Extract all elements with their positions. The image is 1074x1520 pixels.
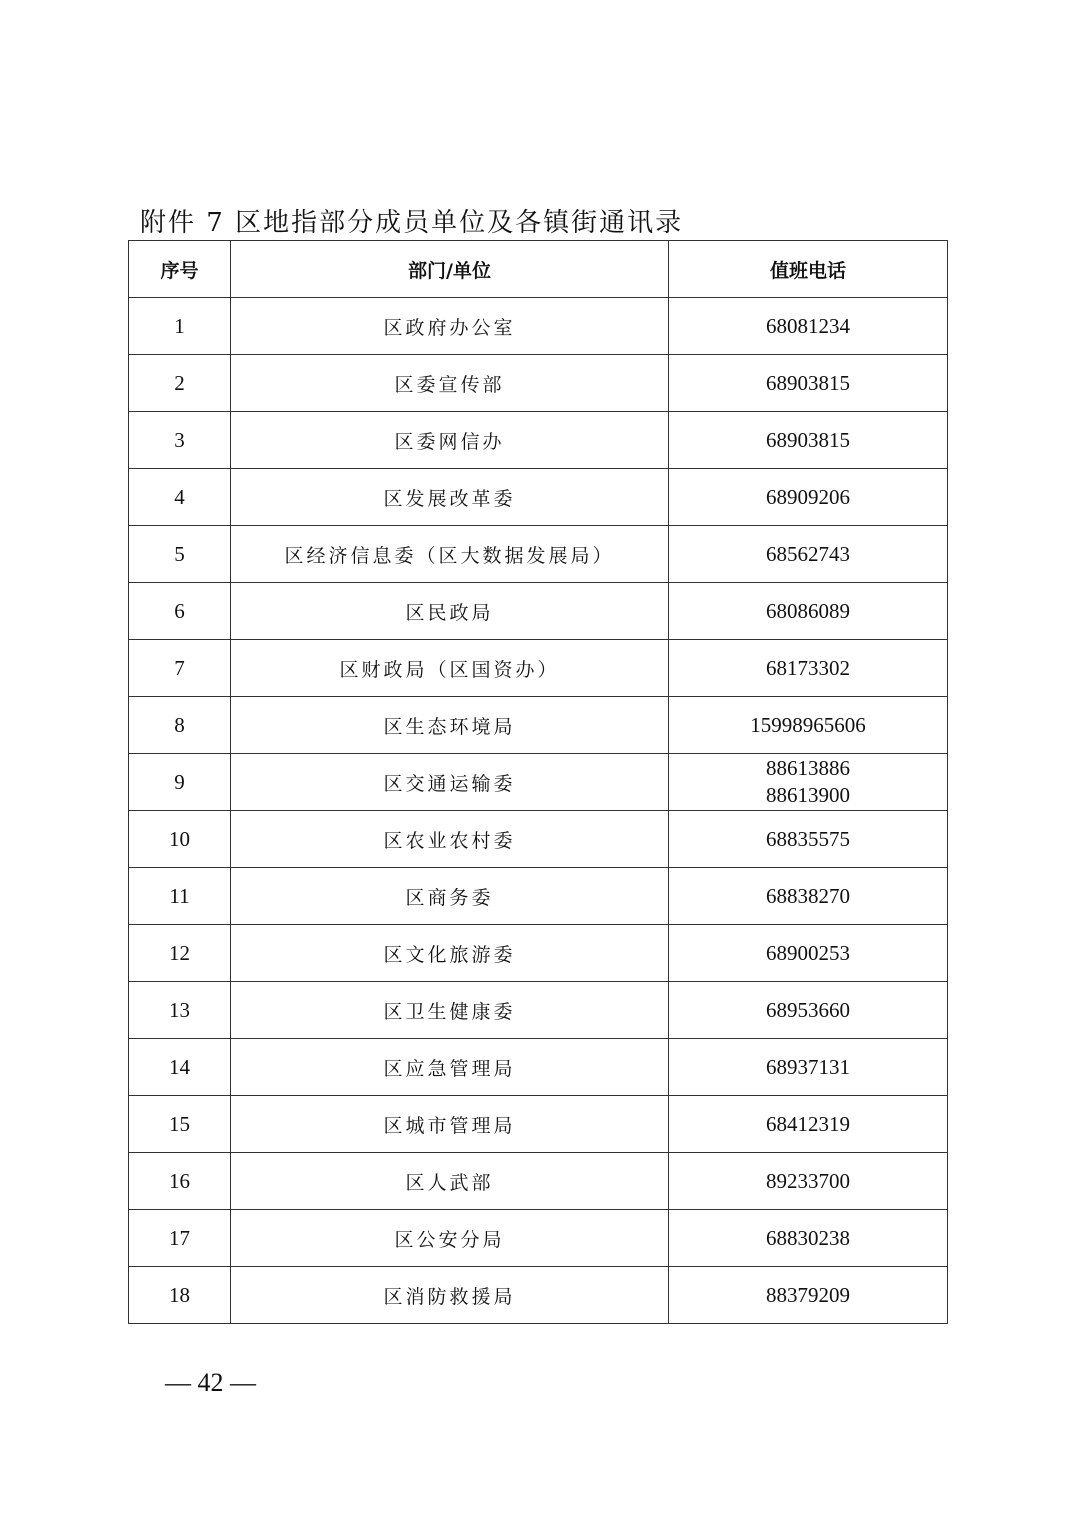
table-row <box>129 925 948 982</box>
row-department: 区经济信息委（区大数据发展局） <box>231 526 669 583</box>
table-row <box>129 469 948 526</box>
row-phone <box>669 697 948 754</box>
row-phone <box>669 1096 948 1153</box>
phone-number: 68830238 <box>766 1225 850 1250</box>
row-department: 区商务委 <box>231 868 669 925</box>
phone-number: 88613886 <box>766 756 850 780</box>
row-index: 10 <box>129 811 231 868</box>
row-phone <box>669 298 948 355</box>
row-index: 9 <box>129 754 231 811</box>
table-row <box>129 412 948 469</box>
row-phone <box>669 1039 948 1096</box>
row-phone <box>669 1153 948 1210</box>
row-index: 6 <box>129 583 231 640</box>
row-department: 区交通运输委 <box>231 754 669 811</box>
row-department: 区卫生健康委 <box>231 982 669 1039</box>
phone-number: 88379209 <box>766 1282 850 1307</box>
row-department: 区民政局 <box>231 583 669 640</box>
row-index: 12 <box>129 925 231 982</box>
table-row <box>129 640 948 697</box>
row-index: 15 <box>129 1096 231 1153</box>
table-row <box>129 1096 948 1153</box>
row-phone <box>669 1267 948 1324</box>
row-phone <box>669 469 948 526</box>
table-row <box>129 697 948 754</box>
row-department: 区消防救援局 <box>231 1267 669 1324</box>
table-row <box>129 1210 948 1267</box>
row-department: 区委网信办 <box>231 412 669 469</box>
row-department: 区城市管理局 <box>231 1096 669 1153</box>
row-index: 8 <box>129 697 231 754</box>
page-number: — 42 — <box>165 1368 256 1397</box>
row-index: 4 <box>129 469 231 526</box>
phone-number: 68900253 <box>766 940 850 965</box>
row-phone <box>669 583 948 640</box>
row-index: 18 <box>129 1267 231 1324</box>
row-department: 区公安分局 <box>231 1210 669 1267</box>
row-index: 16 <box>129 1153 231 1210</box>
row-index: 5 <box>129 526 231 583</box>
row-index: 1 <box>129 298 231 355</box>
row-index: 3 <box>129 412 231 469</box>
document-title: 附件 7 区地指部分成员单位及各镇街通讯录 <box>140 208 684 238</box>
phone-number: 68953660 <box>766 997 850 1022</box>
row-department: 区人武部 <box>231 1153 669 1210</box>
phone-number: 68937131 <box>766 1054 850 1079</box>
phone-number: 68838270 <box>766 883 850 908</box>
row-phone <box>669 811 948 868</box>
contact-table <box>128 240 948 1324</box>
row-department: 区生态环境局 <box>231 697 669 754</box>
header-department: 部门/单位 <box>231 241 669 298</box>
header-phone: 值班电话 <box>669 241 948 298</box>
row-department: 区委宣传部 <box>231 355 669 412</box>
row-phone <box>669 754 948 811</box>
phone-number: 68562743 <box>766 541 850 566</box>
row-department: 区应急管理局 <box>231 1039 669 1096</box>
phone-number: 68835575 <box>766 826 850 851</box>
phone-number: 68086089 <box>766 598 850 623</box>
table-row <box>129 526 948 583</box>
phone-number: 68903815 <box>766 427 850 452</box>
table-row <box>129 754 948 811</box>
header-index: 序号 <box>129 241 231 298</box>
row-department: 区农业农村委 <box>231 811 669 868</box>
row-department: 区政府办公室 <box>231 298 669 355</box>
row-phone <box>669 412 948 469</box>
table-row <box>129 583 948 640</box>
row-department: 区文化旅游委 <box>231 925 669 982</box>
table-row <box>129 1267 948 1324</box>
row-index: 17 <box>129 1210 231 1267</box>
table-row <box>129 868 948 925</box>
phone-number: 89233700 <box>766 1168 850 1193</box>
phone-number: 15998965606 <box>750 712 866 737</box>
row-index: 13 <box>129 982 231 1039</box>
table-row <box>129 1039 948 1096</box>
table-row <box>129 1153 948 1210</box>
row-phone <box>669 640 948 697</box>
phone-number: 68909206 <box>766 484 850 509</box>
phone-number: 68412319 <box>766 1111 850 1136</box>
table-header-row <box>129 241 948 298</box>
phone-number: 68173302 <box>766 655 850 680</box>
phone-number: 88613900 <box>766 783 850 807</box>
row-phone <box>669 925 948 982</box>
table-row <box>129 982 948 1039</box>
table-row <box>129 355 948 412</box>
row-department: 区发展改革委 <box>231 469 669 526</box>
row-index: 11 <box>129 868 231 925</box>
phone-number: 68081234 <box>766 313 850 338</box>
row-phone <box>669 355 948 412</box>
row-department: 区财政局（区国资办） <box>231 640 669 697</box>
row-index: 2 <box>129 355 231 412</box>
phone-number: 68903815 <box>766 370 850 395</box>
table-row <box>129 298 948 355</box>
row-index: 14 <box>129 1039 231 1096</box>
row-index: 7 <box>129 640 231 697</box>
row-phone <box>669 526 948 583</box>
row-phone <box>669 868 948 925</box>
row-phone <box>669 1210 948 1267</box>
table-row <box>129 811 948 868</box>
row-phone <box>669 982 948 1039</box>
